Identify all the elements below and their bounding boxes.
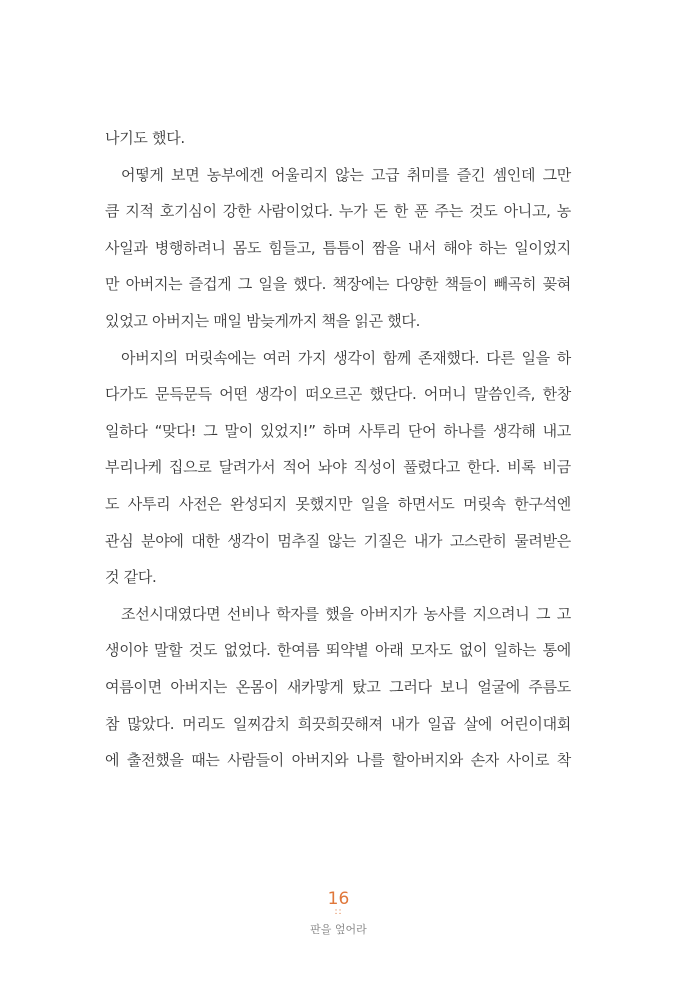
text-line: 조선시대였다면 선비나 학자를 했을 아버지가 농사를 지으려니 그 고 xyxy=(121,604,571,623)
text-line: 있었고 아버지는 매일 밤늦게까지 책을 읽곤 했다. xyxy=(105,311,421,330)
text-line: 사일과 병행하려니 몸도 힘들고, 틈틈이 짬을 내서 해야 하는 일이었지 xyxy=(105,238,571,257)
text-line: 참 많았다. 머리도 일찌감치 희끗희끗해져 내가 일곱 살에 어린이대회 xyxy=(105,714,571,733)
text-line: 아버지의 머릿속에는 여러 가지 생각이 함께 존재했다. 다른 일을 하 xyxy=(121,348,571,367)
text-line: 부리나케 집으로 달려가서 적어 놔야 직성이 풀렸다고 한다. 비록 비금 xyxy=(105,458,571,477)
footer-separator: :: xyxy=(334,907,343,917)
body-text xyxy=(105,124,571,783)
text-line: 큼 지적 호기심이 강한 사람이었다. 누가 돈 한 푼 주는 것도 아니고, 농 xyxy=(105,202,571,221)
text-line: 일하다 “맞다! 그 말이 있었지!” 하며 사투리 단어 하나를 생각해 내고 xyxy=(105,421,571,440)
text-line: 도 사투리 사전은 완성되지 못했지만 일을 하면서도 머릿속 한구석엔 xyxy=(105,494,571,513)
text-line: 생이야 말할 것도 없었다. 한여름 뙤약볕 아래 모자도 없이 일하는 통에 xyxy=(105,641,571,660)
page-number: 16 xyxy=(327,889,350,909)
book-title: 판을 엎어라 xyxy=(310,923,367,936)
text-line: 만 아버지는 즐겁게 그 일을 했다. 책장에는 다양한 책들이 빼곡히 꽂혀 xyxy=(105,275,571,294)
text-line: 다가도 문득문득 어떤 생각이 떠오르곤 했단다. 어머니 말씀인즉, 한창 xyxy=(105,385,571,404)
text-line: 에 출전했을 때는 사람들이 아버지와 나를 할아버지와 손자 사이로 착 xyxy=(105,751,571,770)
text-line: 관심 분야에 대한 생각이 멈추질 않는 기질은 내가 고스란히 물려받은 xyxy=(105,531,571,550)
text-line: 나기도 했다. xyxy=(105,129,185,147)
text-line: 어떻게 보면 농부에겐 어울리지 않는 고급 취미를 즐긴 셈인데 그만 xyxy=(121,165,571,184)
text-line: 여름이면 아버지는 온몸이 새카맣게 탔고 그러다 보니 얼굴에 주름도 xyxy=(105,677,571,696)
text-line: 것 같다. xyxy=(105,568,157,587)
